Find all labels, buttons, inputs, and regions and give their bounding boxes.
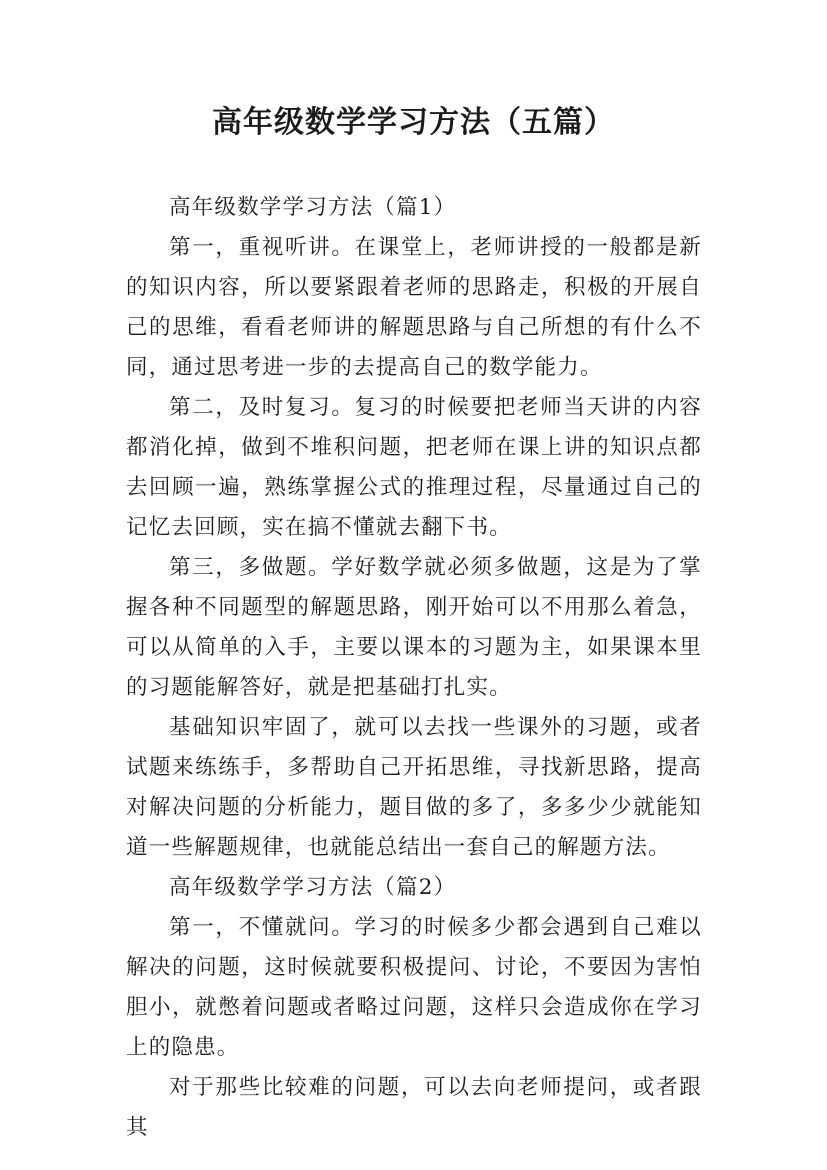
paragraph: 第一，不懂就问。学习的时候多少都会遇到自己难以解决的问题，这时候就要积极提问、讨论，不要因为害怕胆小，就憋着问题或者略过问题，这样只会造成你在学习上的隐患。 (126, 915, 702, 1060)
paragraph: 第一，重视听讲。在课堂上，老师讲授的一般都是新的知识内容，所以要紧跟着老师的思路走，积极的开展自己的思维，看看老师讲的解题思路与自己所想的有什么不同，通过思考进一步的去提高自己的数学能力。 (126, 235, 702, 380)
paragraph: 第三，多做题。学好数学就必须多做题，这是为了掌握各种不同题型的解题思路，刚开始可以不用那么着急，可以从简单的入手，主要以课本的习题为主，如果课本里的习题能解答好，就是把基础打扎实。 (126, 555, 702, 700)
paragraph: 对于那些比较难的问题，可以去向老师提问，或者跟其 (126, 1075, 702, 1140)
section-heading-2: 高年级数学学习方法（篇2） (169, 875, 457, 900)
paragraph: 第二，及时复习。复习的时候要把老师当天讲的内容都消化掉，做到不堆积问题，把老师在课上讲的知识点都去回顾一遍，熟练掌握公式的推理过程，尽量通过自己的记忆去回顾，实在搞不懂就去翻下书。 (126, 395, 702, 540)
paragraph: 基础知识牢固了，就可以去找一些课外的习题，或者试题来练练手，多帮助自己开拓思维，寻找新思路，提高对解决问题的分析能力，题目做的多了，多多少少就能知道一些解题规律，也就能总结出一套自己的解题方法。 (126, 715, 702, 860)
section-heading-1: 高年级数学学习方法（篇1） (169, 195, 457, 220)
document-body (126, 188, 702, 1148)
document-title: 高年级数学学习方法（五篇） (212, 105, 615, 140)
